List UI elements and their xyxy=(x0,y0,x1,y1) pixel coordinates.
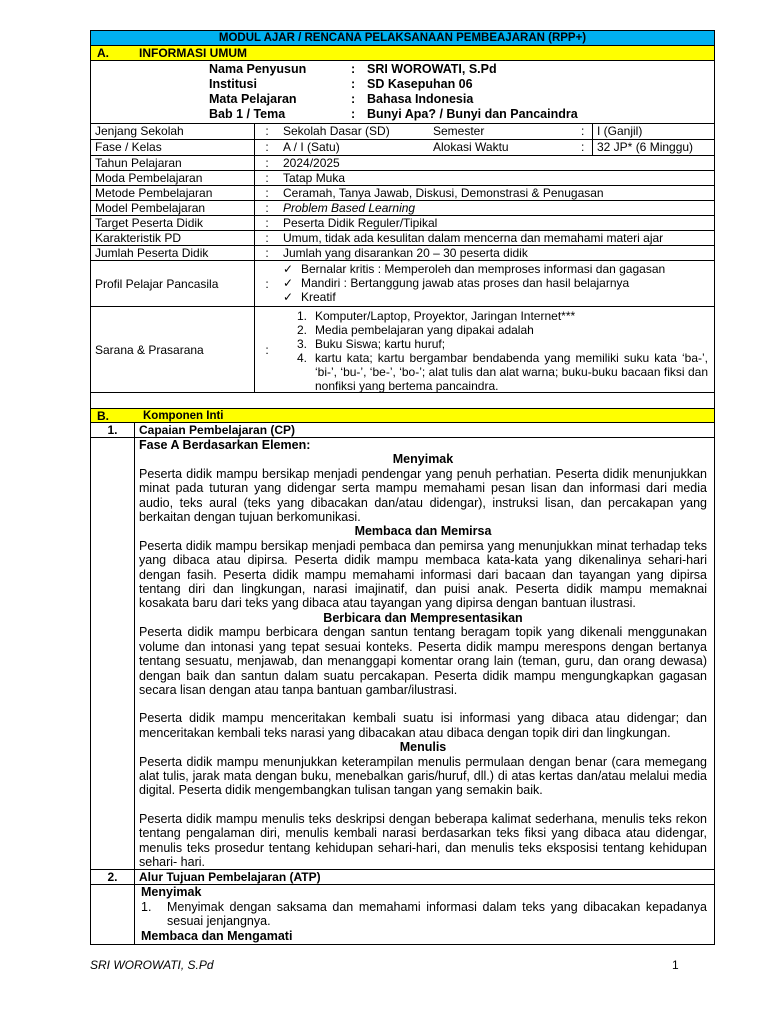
info-mata-pelajaran xyxy=(91,92,714,107)
info-label: Nama Penyusun xyxy=(209,62,307,76)
atp-membaca-heading: Membaca dan Mengamati xyxy=(141,928,293,943)
semester-value: I (Ganjil) xyxy=(597,124,643,138)
menulis-paragraph-2: Peserta didik mampu menulis teks deskripsi dengan beberapa kalimat sederhana, menulis teks rekon tentang pengalaman diri, menulis kembali narasi berdasarkan teks fiksi yang dibaca atau didengar, menulis teks prosedur tentang kehidupan sehari-hari, dan menulis teks eksposisi tentang kehidupan sehari- hari. xyxy=(139,811,707,869)
info-bab-tema xyxy=(91,107,714,122)
sarana-colon: : xyxy=(265,342,269,357)
alokasi-label: Alokasi Waktu xyxy=(433,140,509,154)
row-colon: : xyxy=(265,156,269,170)
info-value: Bunyi Apa? / Bunyi dan Pancaindra xyxy=(367,107,578,121)
spacer-row xyxy=(91,393,714,409)
footer-author: SRI WOROWATI, S.Pd xyxy=(90,958,214,972)
row-label: Jumlah Peserta Didik xyxy=(91,246,255,260)
profil-item: ✓ Kreatif xyxy=(283,290,336,304)
row-colon: : xyxy=(265,171,269,185)
profil-colon: : xyxy=(265,276,269,291)
membaca-paragraph: Peserta didik mampu bersikap menjadi pembaca dan pemirsa yang menunjukkan minat terhadap teks yang dibaca atau dipirsa. Peserta didik mampu membaca kata-kata yang dikenalinya sehari-hari dengan fasih. Peserta didik mampu memahami informasi dari bacaan dan tayangan yang dipirsa tentang diri dan lingkungan, narasi imajinatif, dan puisi anak. Peserta didik mampu memaknai kosakata baru dari teks yang dibaca atau tayangan yang dipirsa dengan bantuan ilustrasi. xyxy=(139,538,707,611)
section-a-number: A. xyxy=(91,46,135,60)
page-number: 1 xyxy=(672,958,679,972)
info-row xyxy=(91,201,714,216)
profil-label: Profil Pelajar Pancasila xyxy=(91,261,255,306)
atp-item-number: 1. xyxy=(141,899,152,914)
semester-label: Semester xyxy=(433,124,485,138)
info-label: Institusi xyxy=(209,77,257,91)
info-colon: : xyxy=(351,92,356,106)
berbicara-paragraph-2: Peserta didik mampu menceritakan kembali suatu isi informasi yang dibaca atau didengar; dan menceritakan kembali teks narasi yang dibacakan atau dibaca dengan topik diri dan lingkungan. xyxy=(139,711,707,740)
info-value: SD Kasepuhan 06 xyxy=(367,77,473,91)
header-info-block xyxy=(91,61,714,124)
menyimak-heading: Menyimak xyxy=(392,452,454,467)
info-row xyxy=(91,246,714,261)
cp-label: Capaian Pembelajaran (CP) xyxy=(139,423,296,437)
section-a-label: INFORMASI UMUM xyxy=(135,46,714,60)
membaca-heading: Membaca dan Memirsa xyxy=(354,524,492,539)
sarana-item: 2. Media pembelajaran yang dipakai adalah xyxy=(296,323,534,337)
profil-item: ✓ Bernalar kritis : Memperoleh dan memproses informasi dan gagasan xyxy=(283,262,666,276)
sarana-list xyxy=(279,307,714,392)
sarana-row xyxy=(91,307,714,393)
info-label: Bab 1 / Tema xyxy=(209,107,286,121)
row-value: Ceramah, Tanya Jawab, Diskusi, Demonstrasi & Penugasan xyxy=(283,186,604,200)
row-value: Umum, tidak ada kesulitan dalam mencerna dan memahami materi ajar xyxy=(283,231,664,245)
atp-header-row xyxy=(91,870,714,885)
atp-item-text: Menyimak dengan saksama dan memahami informasi dalam teks yang dibacakan kepadanya sesuai jenjangnya. xyxy=(167,899,707,929)
info-colon: : xyxy=(351,62,356,76)
menyimak-paragraph: Peserta didik mampu bersikap menjadi pendengar yang penuh perhatian. Peserta didik menunjukkan minat pada tuturan yang didengar serta mampu memahami pesan lisan dan informasi dari media audio, teks aural (teks yang dibacakan dan/atau didengar), instruksi lisan, dan percakapan yang berkaitan dengan tujuan berkomunikasi. xyxy=(139,466,707,525)
row-label: Karakteristik PD xyxy=(91,231,255,245)
fase-label: Fase / Kelas xyxy=(91,140,255,155)
alokasi-colon: : xyxy=(577,140,593,155)
atp-label: Alur Tujuan Pembelajaran (ATP) xyxy=(139,870,321,885)
row-label: Moda Pembelajaran xyxy=(91,171,255,185)
cp-number: 1. xyxy=(91,423,135,437)
info-label: Mata Pelajaran xyxy=(209,92,297,106)
row-value: 2024/2025 xyxy=(283,156,340,170)
check-icon: ✓ xyxy=(283,262,294,276)
fase-heading: Fase A Berdasarkan Elemen: xyxy=(139,438,311,452)
info-row xyxy=(91,156,714,171)
jenjang-row xyxy=(91,124,714,140)
cp-header-row xyxy=(91,423,714,438)
info-row xyxy=(91,216,714,231)
fase-value: A / I (Satu) xyxy=(283,140,340,154)
menulis-heading: Menulis xyxy=(399,740,447,755)
atp-menyimak-heading: Menyimak xyxy=(141,885,202,900)
atp-item xyxy=(141,900,707,929)
info-row xyxy=(91,231,714,246)
section-b-row xyxy=(91,409,714,423)
row-value: Jumlah yang disarankan 20 – 30 peserta didik xyxy=(283,246,528,260)
row-colon: : xyxy=(265,186,269,200)
section-b-number: B. xyxy=(91,409,139,422)
semester-colon: : xyxy=(577,124,593,139)
jenjang-colon: : xyxy=(265,124,269,138)
sarana-item: 1. Komputer/Laptop, Proyektor, Jaringan Internet*** xyxy=(296,309,576,323)
row-label: Target Peserta Didik xyxy=(91,216,255,230)
berbicara-heading: Berbicara dan Mempresentasikan xyxy=(323,610,523,625)
menulis-paragraph-1: Peserta didik mampu menunjukkan keterampilan menulis permulaan dengan benar (cara memegang alat tulis, jarak mata dengan buku, menebalkan garis/huruf, dll.) di atas kertas dan/atau melalui media digital. Peserta didik mengembangkan tulisan tangan yang semakin baik. xyxy=(139,754,707,798)
info-value: Bahasa Indonesia xyxy=(367,92,474,106)
fase-colon: : xyxy=(265,140,269,154)
row-label: Metode Pembelajaran xyxy=(91,186,255,200)
check-icon: ✓ xyxy=(283,290,294,304)
info-colon: : xyxy=(351,107,356,121)
atp-content xyxy=(135,885,714,944)
cp-content-row xyxy=(91,438,714,870)
section-a-row xyxy=(91,46,714,61)
cp-content xyxy=(135,438,714,869)
document-title: MODUL AJAR / RENCANA PELAKSANAAN PEMBEAJARAN (RPP+) xyxy=(91,31,714,45)
profil-row xyxy=(91,261,714,307)
info-colon: : xyxy=(351,77,356,91)
sarana-item: 3. Buku Siswa; kartu huruf; xyxy=(296,337,446,351)
info-institusi xyxy=(91,77,714,92)
check-icon: ✓ xyxy=(283,276,294,290)
sarana-item: 4. kartu kata; kartu bergambar bendabenda yang memiliki suku kata ‘ba-’, ‘bi-’, ‘bu-’, ‘be-’, ‘bo-’; alat tulis dan alat warna; buku-buku bacaan fiksi dan nonfiksi yang bertema pancaindra. xyxy=(296,351,708,393)
sarana-label: Sarana & Prasarana xyxy=(91,307,255,392)
row-label: Tahun Pelajaran xyxy=(91,156,255,170)
section-b-label: Komponen Inti xyxy=(139,409,714,422)
jenjang-value: Sekolah Dasar (SD) xyxy=(283,124,390,138)
row-value: Problem Based Learning xyxy=(283,201,416,215)
document-table xyxy=(90,30,715,945)
info-nama-penyusun xyxy=(91,62,714,77)
info-value: SRI WOROWATI, S.Pd xyxy=(367,62,497,76)
profil-list xyxy=(279,261,714,306)
info-row xyxy=(91,186,714,201)
profil-item: ✓ Mandiri : Bertanggung jawab atas proses dan hasil belajarnya xyxy=(283,276,630,290)
title-row xyxy=(91,31,714,46)
row-colon: : xyxy=(265,231,269,245)
row-value: Tatap Muka xyxy=(283,171,346,185)
row-label: Model Pembelajaran xyxy=(91,201,255,215)
atp-number: 2. xyxy=(91,870,135,884)
row-colon: : xyxy=(265,201,269,215)
info-row xyxy=(91,171,714,186)
alokasi-value: 32 JP* (6 Minggu) xyxy=(597,140,694,154)
fase-row xyxy=(91,140,714,156)
row-colon: : xyxy=(265,216,269,230)
row-colon: : xyxy=(265,246,269,260)
row-value: Peserta Didik Reguler/Tipikal xyxy=(283,216,438,230)
jenjang-label: Jenjang Sekolah xyxy=(91,124,255,139)
atp-content-row xyxy=(91,885,714,944)
berbicara-paragraph-1: Peserta didik mampu berbicara dengan santun tentang beragam topik yang dikenali menggunakan volume dan intonasi yang tepat sesuai konteks. Peserta didik mampu merespons dengan bertanya tentang sesuatu, menjawab, dan menanggapi komentar orang lain (teman, guru, dan orang dewasa) dengan baik dan santun dalam suatu percakapan. Peserta didik mampu mengungkapkan gagasan secara lisan dengan atau tanpa bantuan gambar/ilustrasi. xyxy=(139,625,707,697)
